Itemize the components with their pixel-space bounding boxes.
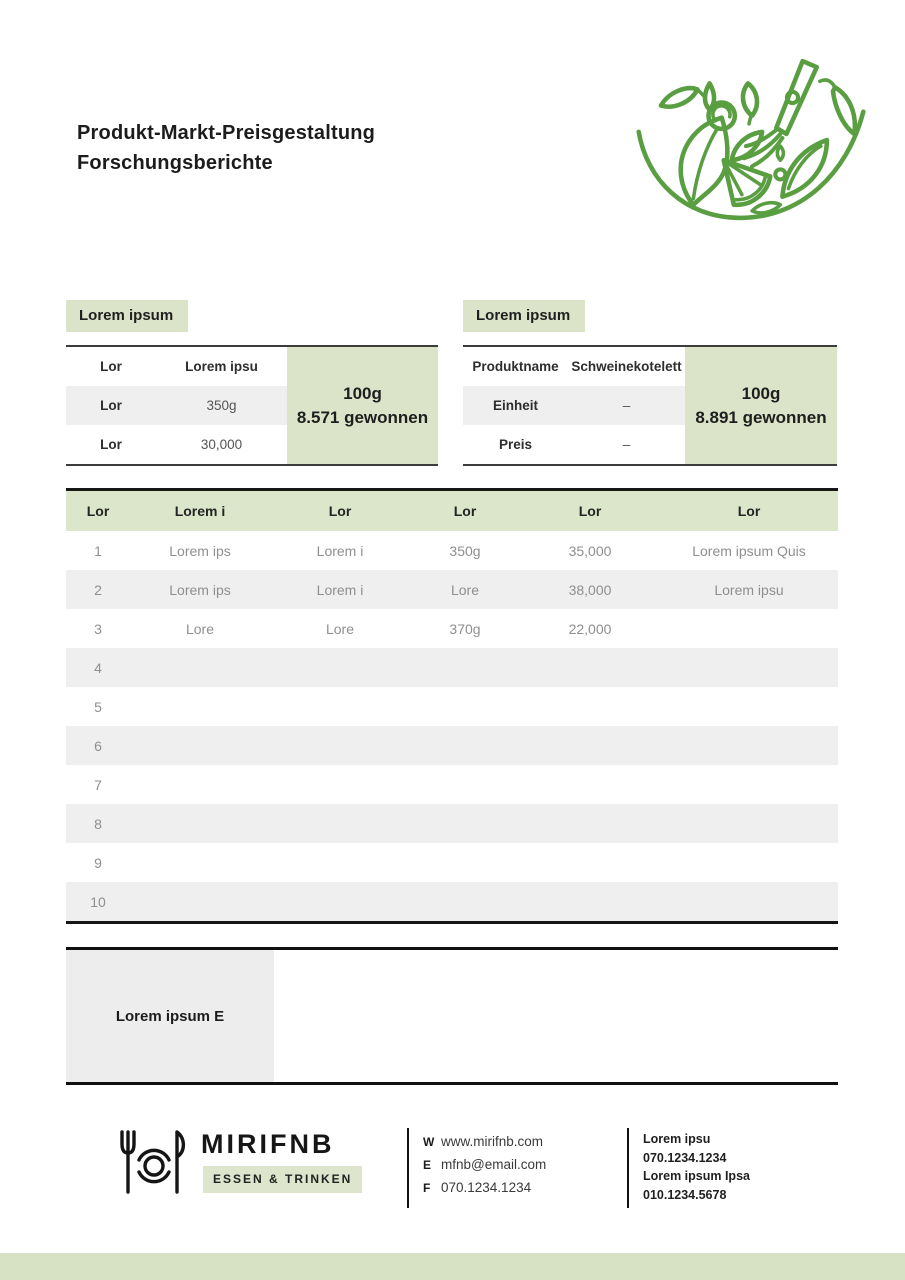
page-title-line2: Forschungsberichte [77,152,273,174]
footer-divider [407,1128,409,1208]
table-cell [130,843,270,882]
summary-label: Einheit [463,386,568,425]
table-cell: Lorem ipsu [714,581,784,598]
table-header-row [66,491,838,531]
table-cell: Lorem ipsum Quis [692,542,806,559]
row-number: 1 [94,542,102,559]
contact-label: E [423,1158,432,1172]
salad-bowl-icon [628,53,872,225]
table-cell: Lorem ips [169,542,231,559]
table-cell [130,765,270,804]
table-cell [660,843,838,882]
summary-value: 350g [156,386,287,425]
table-cell [660,882,838,921]
table-row [66,687,838,726]
brand-name: MIRIFNB [201,1129,335,1159]
contact-row [423,1134,546,1149]
summary-card-left [66,300,438,466]
notes-label: Lorem ipsum E [66,950,274,1082]
table-row [66,609,838,648]
summary-value: – [568,386,685,425]
summary-value: 30,000 [200,437,243,452]
table-cell [660,609,838,648]
table-cell [410,648,520,687]
footer-info-line: Lorem ipsum Ipsa [643,1169,750,1183]
row-number: 8 [94,815,102,832]
table-row [66,726,838,765]
row-number: 3 [94,620,102,637]
table-cell [130,648,270,687]
table-cell [660,804,838,843]
table-cell: Lorem ips [169,581,231,598]
highlight-line2: 8.571 gewonnen [296,407,429,427]
table-cell [410,687,520,726]
highlight-cell [685,347,837,464]
table-cell [270,882,410,921]
summary-card-right [463,300,837,466]
bottom-accent-bar [0,1253,905,1280]
section-tag: Lorem ipsum [66,300,188,332]
summary-table-right [463,345,837,466]
highlight-line1: 100g [741,383,781,403]
contact-label: W [423,1135,435,1149]
table-cell [660,765,838,804]
page-title-line1: Produkt-Markt-Preisgestaltung [77,122,376,144]
column-header: Lor [453,503,477,519]
table-row [66,804,838,843]
column-header: Lor [86,503,110,519]
table-cell [660,648,838,687]
column-header: Lor [578,503,602,519]
footer-divider [627,1128,629,1208]
table-cell [520,648,660,687]
row-number: 2 [94,581,102,598]
table-cell [520,804,660,843]
table-cell: Lorem i [316,542,364,559]
summary-value: Schweinekotelett [571,359,682,374]
table-cell [410,843,520,882]
summary-label: Lor [100,437,122,452]
table-cell [270,648,410,687]
row-number: 9 [94,854,102,871]
column-header: Lor [737,503,761,519]
table-cell [660,687,838,726]
row-number: 6 [94,737,102,754]
highlight-cell [287,347,438,464]
table-row [66,765,838,804]
column-header: Lor [328,503,352,519]
table-cell: Lore [450,581,480,598]
table-cell: 350g [449,542,481,559]
notes-section [66,947,838,1085]
table-cell [270,726,410,765]
table-cell [410,765,520,804]
main-table [66,488,838,924]
contact-label: F [423,1181,431,1195]
contact-row [423,1157,546,1172]
summary-label: Preis [498,437,533,452]
footer-info-line: 070.1234.1234 [643,1150,727,1165]
table-cell [410,726,520,765]
table-cell [520,843,660,882]
table-cell [410,882,520,921]
table-cell [520,726,660,765]
brand-tagline: ESSEN & TRINKEN [203,1166,362,1193]
summary-label: Produktname [472,359,559,374]
table-cell [660,726,838,765]
table-cell [130,804,270,843]
table-row [66,648,838,687]
contact-row [423,1180,546,1195]
table-cell [130,687,270,726]
table-cell: 370g [449,620,481,637]
footer-info-line: Lorem ipsu [643,1132,711,1146]
table-cell [130,726,270,765]
summary-table-left [66,345,438,466]
row-number: 5 [94,698,102,715]
table-cell [270,843,410,882]
table-cell [270,687,410,726]
table-cell: 38,000 [568,581,612,598]
row-number: 4 [94,659,102,676]
phone-number: 070.1234.1234 [441,1180,532,1195]
table-cell [270,765,410,804]
table-cell [520,687,660,726]
footer-info-block [643,1130,750,1204]
column-header: Lorem i [174,503,226,519]
table-cell: Lore [325,620,355,637]
table-row [66,843,838,882]
row-number: 10 [90,893,106,910]
table-cell [520,882,660,921]
summary-value: Lorem ipsu [185,359,258,374]
table-cell: Lore [185,620,215,637]
summary-label: Lor [66,386,156,425]
highlight-line2: 8.891 gewonnen [695,407,827,427]
footer-info-line: 010.1234.5678 [643,1187,727,1202]
contact-block [423,1134,546,1203]
summary-value: – [622,437,631,452]
table-row [66,531,838,570]
table-cell [410,804,520,843]
fork-plate-knife-icon [116,1126,192,1198]
website-link[interactable]: www.mirifnb.com [441,1134,544,1149]
table-cell: 35,000 [568,542,612,559]
page-title [77,118,375,178]
summary-label: Lor [100,359,122,374]
table-row [66,882,838,921]
table-row [66,570,838,609]
table-cell: Lorem i [316,581,364,598]
section-tag: Lorem ipsum [463,300,585,332]
highlight-line1: 100g [343,383,382,403]
table-cell [130,882,270,921]
table-cell: 22,000 [568,620,612,637]
email-link[interactable]: mfnb@email.com [441,1157,547,1172]
table-cell [520,765,660,804]
row-number: 7 [94,776,102,793]
table-cell [270,804,410,843]
